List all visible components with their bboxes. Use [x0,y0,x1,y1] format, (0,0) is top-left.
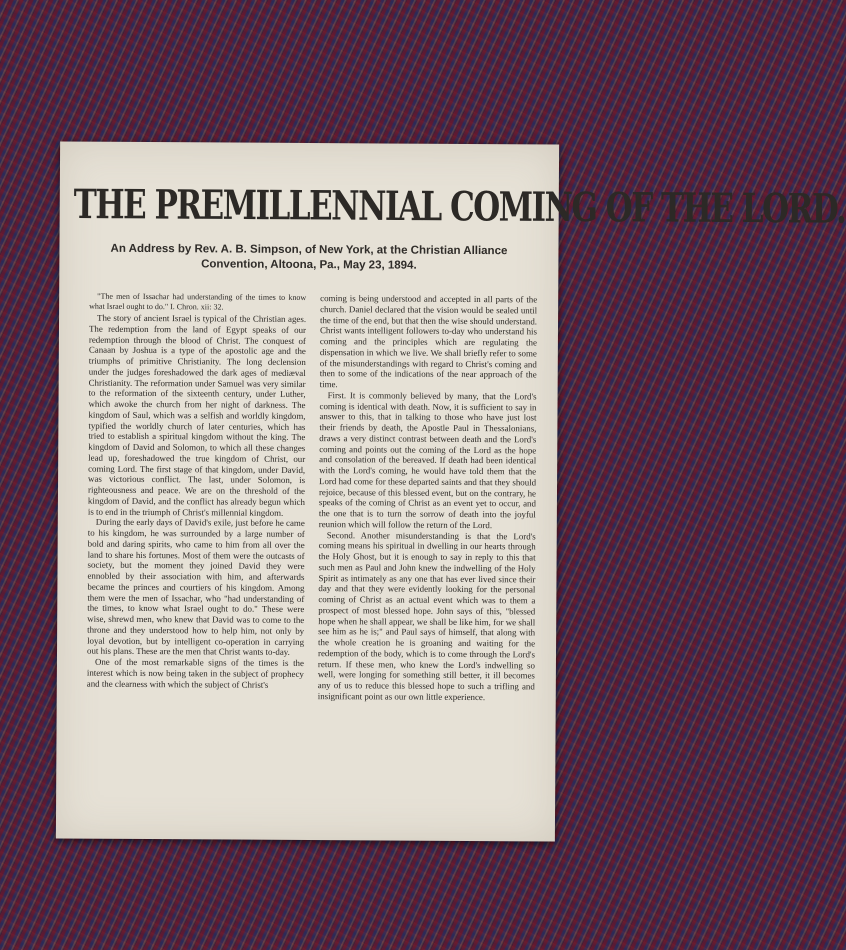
right-column [317,293,537,839]
paragraph: One of the most remarkable signs of the times is the interest which is now being taken in the subject of prophecy and the clearness with which the subject of Christ's [86,656,304,690]
document-title: THE PREMILLENNIAL COMING OF THE LORD. [73,181,846,234]
paragraph: Second. Another misunderstanding is that the Lord's coming means his spiritual in dwelling in our hearts through the Holy Ghost, but it is enough to say in reply to this that such men as Paul and John knew the indwelling of the Holy Spirit as intimately as any one that has ever lived since their day and that they were evidently looking for the personal coming of Christ as an actual event which was to them a prospect of most blessed hope. John says of this, "blessed hope when he shall appear, we shall be like him, for we shall see him as he is;" and Paul says of himself, that along with the whole creation he is groaning and waiting for the redemption of the body, which is to come through the Lord's return. If these men, who knew the Lord's indwelling so well, were longing for something still better, it ill becomes any of us to reduce this blessed hope to such a trifling and insignificant point as our own little experience. [317,529,536,702]
document-page [56,141,846,841]
text-columns [86,292,537,840]
paragraph: First. It is commonly believed by many, that the Lord's coming is identical with death. Now, it is sufficient to say in answer to this, that in talking to those who have just lost their friends by death, the Apostle Paul in Thessalonians, draws a very distinct contrast between death and the Lord's coming and points out the coming of the Lord as the hope and consolation of the bereaved. If death had been identical with the Lord's coming, he would have told them that the Lord had come for these departed saints and that they should rejoice, because of this blessed event, but on the contrary, he speaks of the coming of Christ as an event yet to occur, and the one that is to turn the sorrow of death into the joyful reunion which will follow the return of the Lord. [318,389,537,530]
epigraph: "The men of Issachar had understanding of the times to know what Israel ought to do." I. Chron. xii: 32. [89,291,307,311]
left-column [86,292,306,838]
document-subtitle: An Address by Rev. A. B. Simpson, of New York, at the Christian Alliance Convention, Altoona, Pa., May 23, 1894. [110,242,508,272]
paragraph: coming is being understood and accepted in all parts of the church. Daniel declared that the vision would be sealed until the time of the end, but that then the wise should understand. Christ wants intelligent followers to-day who understand his coming and the principles which are regulating the dispensation in which we live. We shall briefly refer to some of the misunderstandings with regard to Christ's coming and then to some of the indications of the near approach of the time. [319,293,538,390]
paragraph: The story of ancient Israel is typical of the Christian ages. The redemption from the land of Egypt speaks of our redemption through the blood of Christ. The conquest of Canaan by Joshua is a type of the apostolic age and the triumphs of primitive Christianity. The long declension under the judges foreshadowed the dark ages of mediæval Christianity. The reformation under Samuel was very similar to the reformation of the sixteenth century, under Luther, which awoke the church from her night of darkness. The kingdom of Saul, which was a selfish and worldly kingdom, typified the worldly church of later centuries, which has tried to establish a spiritual kingdom without the king. The kingdom of David and Solomon, to which all these changes lead up, foreshadowed the true kingdom of Christ, our coming Lord. The first stage of that kingdom, under David, was victorious conflict. The last, under Solomon, is righteousness and peace. We are on the threshold of the kingdom of David, and the conflict has already begun which is to end in the triumph of Christ's millennial kingdom. [87,312,307,518]
paragraph: During the early days of David's exile, just before he came to his kingdom, he was surrounded by a large number of bold and daring spirits, who came to him from all over the land to share his fortunes. Most of them were the outcasts of society, but the moment they joined David they were ennobled by their association with him, and afterwards became the princes and courtiers of his kingdom. Among them were the men of Issachar, who "had understanding of the times, to know what Israel ought to do." These were wise, shrewd men, who knew that David was to come to the throne and they understood how to help him, not only by loyal devotion, but by intelligent co-operation in carrying out his plans. These are the men that Christ wants to-day. [86,516,305,658]
